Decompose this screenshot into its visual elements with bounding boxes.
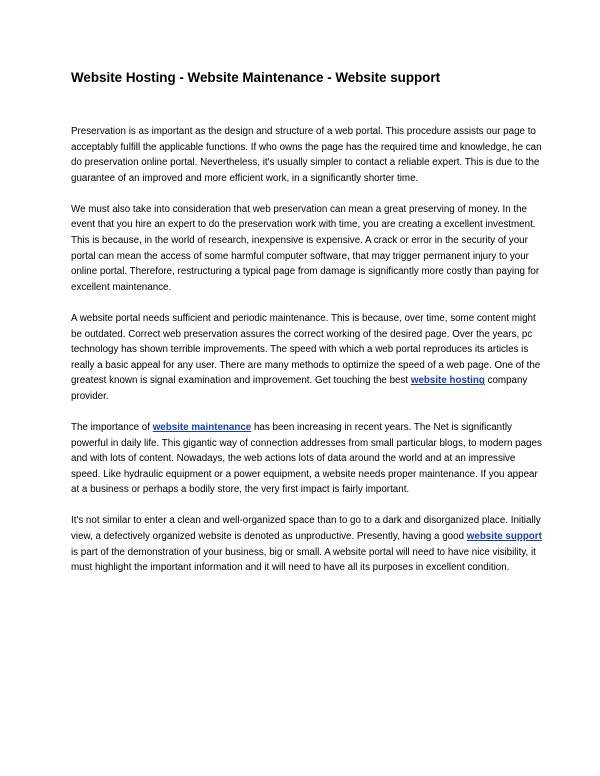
paragraph-4-text-after: has been increasing in recent years. The Net is significantly powerful in daily life. This gigantic way of connection addresses from small particular blogs, to modern pages and with lots of content. Nowadays, the web actions lots of data around the world and at an impressive speed. Like hydraulic equipment or a power equipment, a website needs proper maintenance. If you appear at a business or perhaps a bodily store, the very first impact is fairly important. (71, 422, 542, 496)
paragraph-5-text-before: It's not similar to enter a clean and well-organized space than to go to a dark and disorganized place. Initially view, a defectively organized website is denoted as unproductive. Presently, having a good (71, 515, 541, 543)
paragraph-3 (71, 311, 544, 405)
website-maintenance-link[interactable]: website maintenance (152, 422, 252, 433)
paragraph-5-text-after: is part of the demonstration of your business, big or small. A website portal will need to have nice visibility, it must highlight the important information and it will need to have all its purposes in excellent condition. (71, 546, 536, 574)
document-body (71, 124, 544, 591)
page-title: Website Hosting - Website Maintenance - Website support (71, 70, 441, 85)
paragraph-2: We must also take into consideration that web preservation can mean a great preserving of money. In the event that you hire an expert to do the preservation work with time, you are creating a excellent investment. This is because, in the world of research, inexpensive is expensive. A crack or error in the security of your portal can mean the access of some harmful computer software, that may trigger permanent injury to your online portal. Therefore, restructuring a typical page from damage is significantly more costly than paying for excellent maintenance. (71, 203, 540, 293)
paragraph-4 (71, 420, 544, 498)
paragraph-1: Preservation is as important as the design and structure of a web portal. This procedure assists our page to acceptably fulfill the applicable functions. If who owns the page has the required time and knowledge, he can do preservation online portal. Nevertheless, it's usually simpler to contact a reliable expert. This is due to the guarantee of an improved and more efficient work, in a significantly shorter time. (71, 126, 542, 184)
paragraph-3-text-after: company provider. (71, 375, 528, 402)
paragraph-4-text-before: The importance of (71, 422, 153, 433)
website-support-link[interactable]: website support (466, 531, 542, 543)
paragraph-5 (71, 513, 544, 575)
website-hosting-link[interactable]: website hosting (410, 375, 485, 387)
paragraph-3-text-before: A website portal needs sufficient and periodic maintenance. This is because, over time, some content might be outdated. Correct web preservation assures the correct working of the desired page. Over the years, pc technology has shown terrible improvements. The speed with which a web portal reproduces its articles is really a basic appeal for any user. There are many methods to optimize the speed of a web page. One of the greatest known is signal examination and improvement. Get touching the best (71, 312, 541, 387)
